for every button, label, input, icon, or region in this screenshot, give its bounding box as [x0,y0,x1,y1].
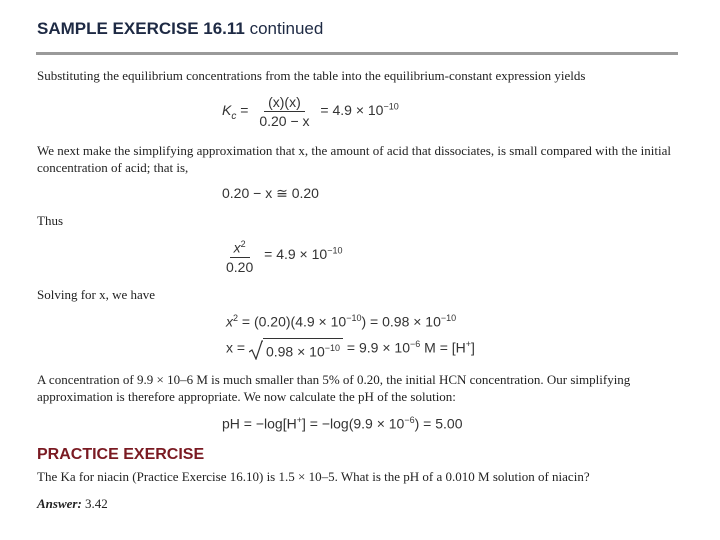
eq5-b-exp: −6 [409,338,421,349]
eq3-numerator [230,236,250,258]
eq5-under: 0.98 × 10 [265,343,325,360]
eq1-numerator: (x)(x) [264,94,305,112]
eq4-x-exp: 2 [233,313,239,323]
sqrt-body [263,338,343,360]
eq4-b-exp: −10 [346,313,362,323]
practice-heading: PRACTICE EXERCISE [37,446,205,463]
equation-ph [222,415,462,432]
eq3-num-base: x [233,239,241,256]
title-rest: continued [244,19,324,38]
eq6-b-exp: −6 [404,415,415,425]
eq3-denominator: 0.20 [226,258,254,275]
answer-label: Answer: [37,496,82,511]
eq6-part-b: ] = −log(9.9 × 10 [301,415,405,432]
eq6-part-c: ) = 5.00 [414,415,463,432]
eq3-num-exp: 2 [240,239,246,249]
eq5-part-b: = 9.9 × 10 [343,339,410,356]
eq6-a-exp: + [296,415,302,425]
paragraph-1: Substituting the equilibrium concentrations from the table into the equilibrium-constant expression yields [37,68,586,83]
paragraph-5: A concentration of 9.9 × 10–6 M is much smaller than 5% of 0.20, the initial HCN concentration. Our simplifying approximation is therefore appropriate. We now calculate the pH of the solution: [37,372,631,404]
eq4-x: x [226,313,233,330]
eq5-under-exp: −10 [324,343,341,353]
eq3-rhs: = 4.9 × 10 [264,246,328,263]
eq4-part-b: = (0.20)(4.9 × 10 [238,313,347,330]
eq1-rhs: = 4.9 × 10 [320,102,384,119]
eq3-fraction [222,236,257,275]
eq1-lhs: K [222,102,232,119]
eq4-c-exp: −10 [440,313,457,323]
equation-kc: $K_c$ = $\frac{(x)(x)}{0.20 - x}$ = $4.9 \times 10^{-10}$ [222,94,399,129]
paragraph-4: Solving for x, we have [37,287,156,302]
equation-x-squared [226,313,456,330]
radical-sign-icon [249,340,263,360]
title-bold: SAMPLE EXERCISE 16.11 [37,19,245,38]
eq5-c-exp: + [465,338,472,349]
eq5-part-c: M = [H [420,339,466,356]
eq5-part-a: x = [226,339,249,356]
equation-x-value [226,338,475,360]
paragraph-3: Thus [37,213,63,228]
answer-value: 3.42 [81,496,108,511]
eq1-lhs-sub: c [231,111,237,122]
eq1-fraction [255,94,313,129]
practice-answer [37,495,677,512]
eq3-rhs-exp: −10 [327,245,343,256]
square-root [249,338,343,360]
page-title [37,19,323,39]
equation-thus [219,236,342,275]
eq1-rhs-exp: −10 [383,101,399,112]
paragraph-2: We next make the simplifying approximation that x, the amount of acid that dissociates, is small compared with the initial concentration of acid; that is, [37,143,672,175]
eq5-part-d: ] [471,339,475,356]
equation-approximation: 0.20 − x ≅ 0.20 [222,185,319,201]
eq4-part-c: ) = 0.98 × 10 [361,313,441,330]
eq6-part-a: pH = −log[H [222,415,297,432]
practice-question: The Ka for niacin (Practice Exercise 16.10) is 1.5 × 10–5. What is the pH of a 0.010 M solution of niacin? [37,469,590,484]
eq1-denominator: 0.20 − x [259,113,310,129]
title-divider [36,52,678,55]
